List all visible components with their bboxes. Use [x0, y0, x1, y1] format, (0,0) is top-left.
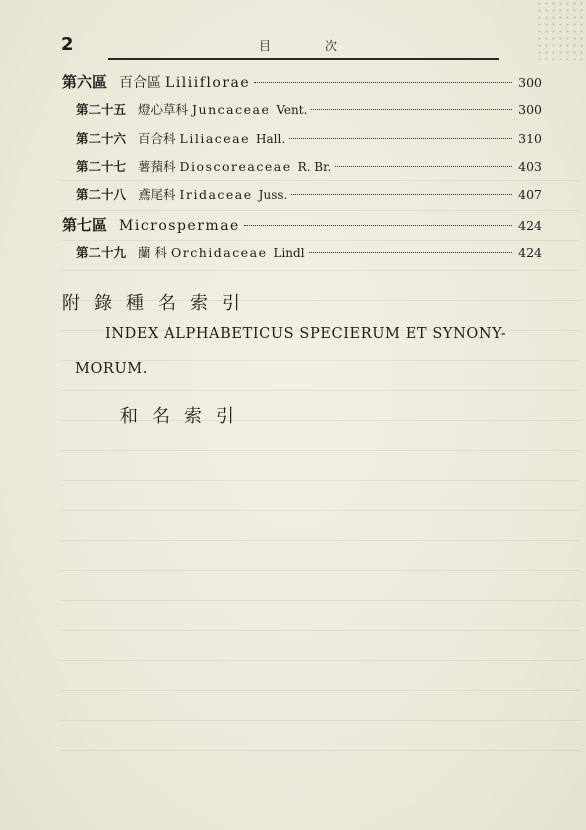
toc-latin-name: Juncaceae — [192, 102, 271, 117]
toc-author: Lindl — [273, 246, 305, 260]
toc-family-row — [62, 185, 542, 205]
toc-page-number: 300 — [518, 75, 542, 90]
toc-leader-dots — [254, 82, 512, 83]
toc-latin-name: Orchidaceae — [171, 245, 268, 260]
toc-number: 第二十八 — [76, 187, 127, 202]
toc-leader-dots — [291, 194, 512, 195]
bleed-through-texture — [60, 180, 580, 780]
toc-latin-name: Microspermae — [119, 218, 240, 234]
toc-leader-dots — [311, 109, 512, 110]
toc-page-number: 300 — [518, 102, 542, 117]
toc-latin-name: Iridaceae — [179, 187, 253, 202]
toc-section-row — [62, 214, 542, 234]
edge-speckle — [536, 0, 586, 60]
toc-leader-dots — [335, 166, 512, 167]
toc-number: 第二十九 — [76, 245, 127, 260]
toc-japanese-name: 蘭 科 — [138, 245, 167, 260]
toc-japanese-name: 鳶尾科 — [138, 187, 176, 202]
toc-leader-dots — [309, 252, 513, 253]
toc-latin-name: Liliaceae — [179, 131, 251, 146]
toc-author: Vent. — [276, 103, 308, 117]
toc-page-number: 424 — [518, 218, 542, 233]
toc-number: 第二十七 — [76, 159, 127, 174]
page-number: 2 — [61, 34, 74, 55]
toc-section-row — [62, 71, 542, 91]
toc-latin-name: Dioscoreaceae — [179, 159, 292, 174]
latin-index-title-line1: INDEX ALPHABETICUS SPECIERUM ET SYNONY- — [105, 326, 507, 342]
toc-author: Juss. — [258, 188, 288, 202]
toc-japanese-name: 百合區 — [119, 75, 162, 91]
running-header — [57, 35, 497, 57]
toc-family-row — [62, 157, 542, 177]
toc-leader-dots — [244, 225, 512, 226]
toc-page-number: 424 — [518, 245, 542, 260]
latin-index-title-line2: MORUM. — [75, 361, 148, 377]
toc-latin-name: Liliiflorae — [165, 75, 251, 91]
toc-author: Hall. — [256, 132, 286, 146]
toc-number: 第六區 — [62, 73, 108, 91]
toc-page-number: 403 — [518, 159, 542, 174]
header-rule — [108, 58, 499, 60]
toc-page-number: 407 — [518, 187, 542, 202]
japanese-name-index-title: 和名索引 — [120, 406, 248, 427]
toc-japanese-name: 燈心草科 — [138, 102, 189, 117]
toc-number: 第二十五 — [76, 102, 127, 117]
header-title: 目次 — [259, 39, 392, 53]
toc-page-number: 310 — [518, 131, 542, 146]
toc-japanese-name: 薯蕷科 — [138, 159, 176, 174]
appendix-heading: 附錄種名索引 — [62, 293, 254, 314]
toc-japanese-name: 百合科 — [138, 131, 176, 146]
toc-author: R. Br. — [297, 160, 332, 174]
toc-number: 第二十六 — [76, 131, 127, 146]
toc-family-row — [62, 243, 542, 263]
toc-family-row — [62, 129, 542, 149]
toc-number: 第七區 — [62, 216, 108, 234]
toc-family-row — [62, 100, 542, 120]
toc-leader-dots — [289, 138, 512, 139]
